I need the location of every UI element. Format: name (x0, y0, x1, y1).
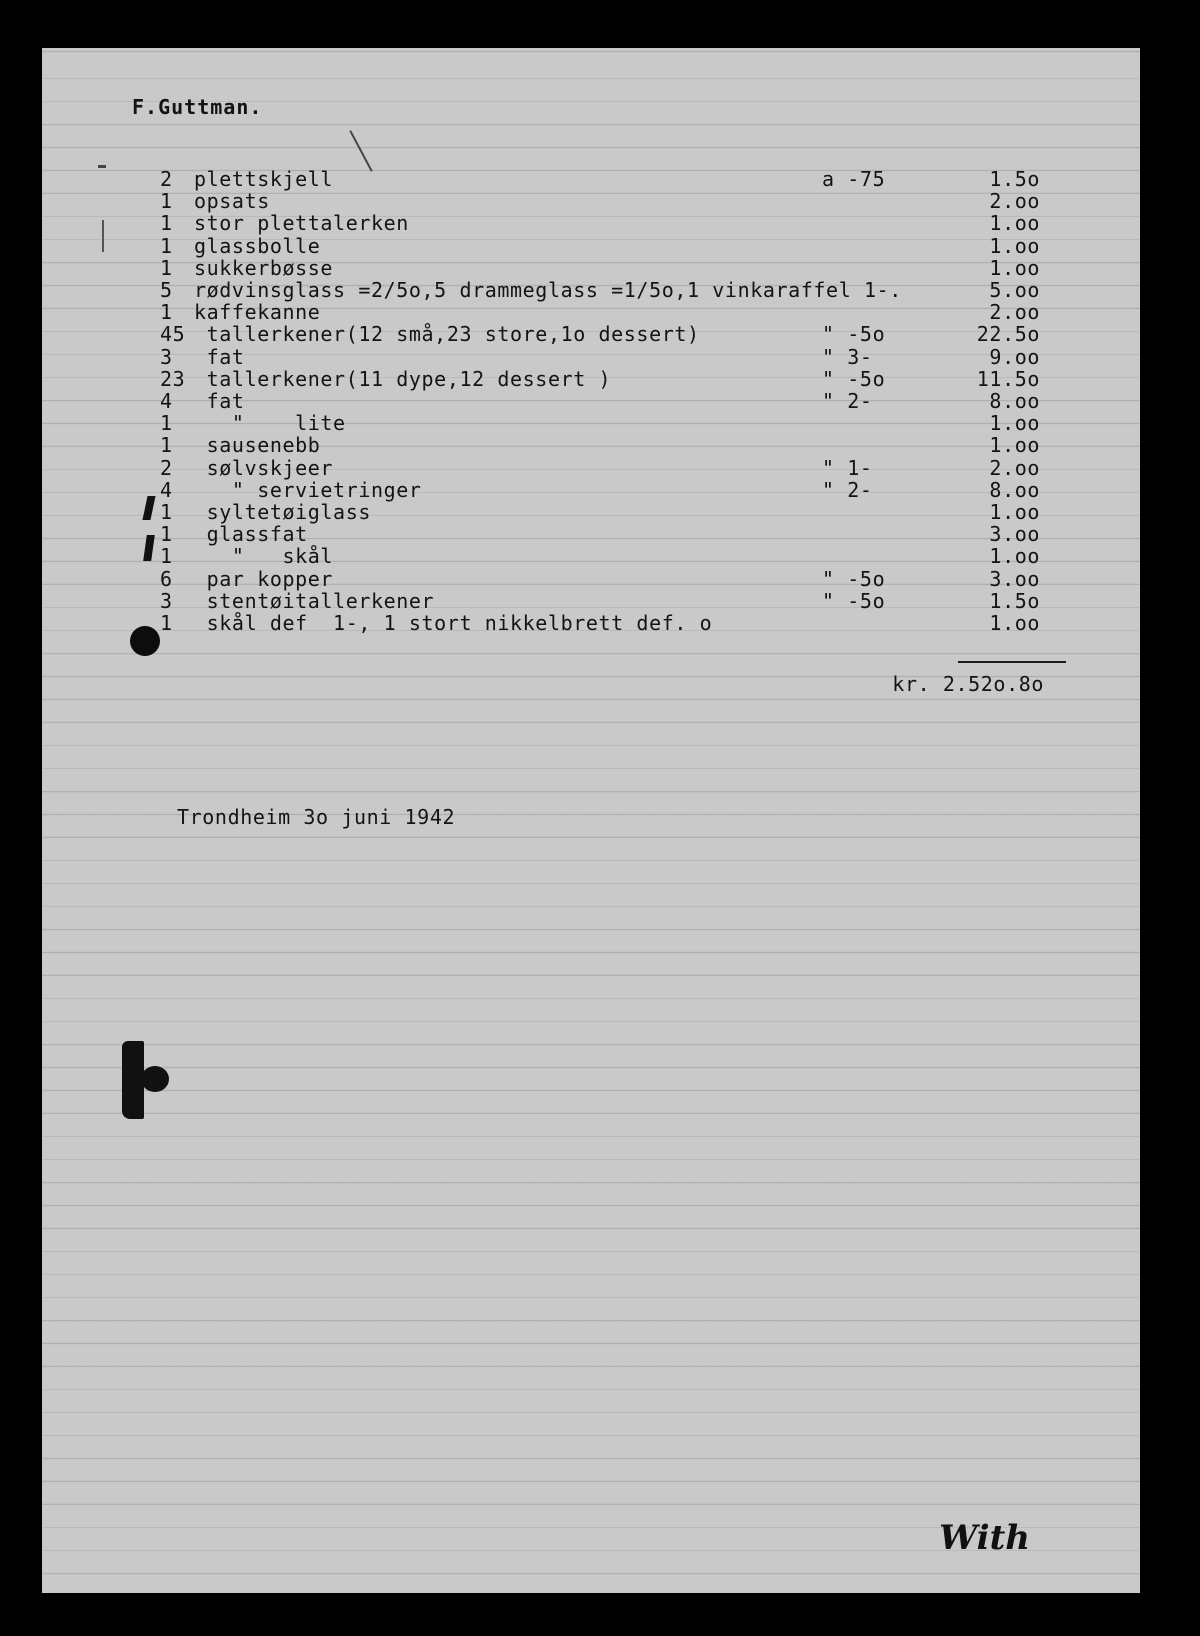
item-amount: 2.oo (989, 455, 1040, 480)
item-unit-price: a -75 (822, 167, 886, 191)
paper-clip-icon (141, 1066, 169, 1092)
item-row (42, 412, 1140, 435)
item-row (42, 301, 1140, 324)
item-quantity: 4 (160, 389, 173, 413)
item-amount: 1.oo (989, 433, 1040, 458)
item-quantity: 1 (160, 189, 173, 214)
item-quantity: 1 (160, 211, 173, 236)
item-amount: 1.oo (989, 233, 1040, 258)
item-row (42, 212, 1140, 235)
item-amount: 3.oo (989, 522, 1040, 547)
item-amount: 1.oo (989, 411, 1040, 436)
item-quantity: 2 (160, 455, 173, 480)
item-description: " skål (194, 544, 334, 569)
item-quantity: 23 (160, 366, 186, 391)
item-amount: 2.oo (989, 300, 1040, 325)
total-amount: kr. 2.52o.8o (892, 672, 1044, 696)
item-description: tallerkener(12 små,23 store,1o dessert) (194, 322, 700, 347)
item-amount: 11.5o (976, 366, 1040, 391)
item-unit-price: " -5o (822, 322, 886, 347)
item-row (42, 590, 1140, 613)
item-amount: 1.oo (989, 500, 1040, 524)
item-row (42, 457, 1140, 480)
item-quantity: 1 (160, 255, 173, 280)
item-description: " servietringer (194, 477, 422, 502)
item-quantity: 1 (160, 500, 173, 524)
item-quantity: 1 (160, 522, 173, 547)
item-description: stentøitallerkener (194, 588, 435, 613)
item-description: kaffekanne (194, 300, 321, 325)
item-amount: 22.5o (976, 322, 1040, 347)
item-quantity: 3 (160, 588, 173, 613)
item-amount: 2.oo (989, 189, 1040, 214)
item-description: skål def 1-, 1 stort nikkelbrett def. o (194, 611, 713, 635)
item-unit-price: " 3- (822, 344, 873, 369)
item-amount: 5.oo (989, 278, 1040, 302)
item-quantity: 1 (160, 433, 173, 458)
item-row (42, 368, 1140, 391)
item-row (42, 390, 1140, 413)
item-amount: 1.oo (989, 255, 1040, 280)
item-quantity: 3 (160, 344, 173, 369)
item-quantity: 2 (160, 167, 173, 191)
item-amount: 8.oo (989, 477, 1040, 502)
item-unit-price: " -5o (822, 566, 886, 591)
item-amount: 3.oo (989, 566, 1040, 591)
item-amount: 1.oo (989, 611, 1040, 635)
signature: With (939, 1518, 1030, 1558)
item-description: fat (194, 344, 245, 369)
item-amount: 9.oo (989, 344, 1040, 369)
item-description: sausenebb (194, 433, 321, 458)
item-row (42, 346, 1140, 369)
item-description: plettskjell (194, 167, 334, 191)
pen-stroke (349, 130, 372, 172)
item-description: " lite (194, 411, 346, 436)
item-quantity: 1 (160, 544, 173, 569)
item-description: sølvskjeer (194, 455, 334, 480)
punch-hole-icon (130, 626, 160, 656)
item-description: rødvinsglass =2/5o,5 drammeglass =1/5o,1 vinkaraffel 1-. (194, 278, 902, 302)
item-description: fat (194, 389, 245, 413)
item-row (42, 479, 1140, 502)
item-description: tallerkener(11 dype,12 dessert ) (194, 366, 612, 391)
item-quantity: 6 (160, 566, 173, 591)
item-row (42, 190, 1140, 213)
item-row (42, 323, 1140, 346)
item-description: sukkerbøsse (194, 255, 334, 280)
item-description: syltetøiglass (194, 500, 371, 524)
item-unit-price: " 1- (822, 455, 873, 480)
item-row (42, 612, 1140, 635)
item-row (42, 523, 1140, 546)
item-amount: 8.oo (989, 389, 1040, 413)
item-quantity: 1 (160, 300, 173, 325)
item-description: stor plettalerken (194, 211, 409, 236)
item-row (42, 279, 1140, 302)
place-date: Trondheim 3o juni 1942 (177, 805, 456, 829)
item-row (42, 545, 1140, 568)
item-unit-price: " -5o (822, 588, 886, 613)
item-row (42, 235, 1140, 258)
item-unit-price: " 2- (822, 477, 873, 502)
item-description: par kopper (194, 566, 334, 591)
item-row (42, 568, 1140, 591)
item-amount: 1.5o (989, 167, 1040, 191)
item-row (42, 257, 1140, 280)
item-description: glassfat (194, 522, 308, 547)
item-quantity: 1 (160, 233, 173, 258)
item-quantity: 45 (160, 322, 186, 347)
item-description: opsats (194, 189, 270, 214)
item-row (42, 501, 1140, 524)
item-row (42, 434, 1140, 457)
sum-rule (958, 661, 1066, 663)
item-unit-price: " 2- (822, 389, 873, 413)
item-row (42, 168, 1140, 191)
document-page (42, 48, 1140, 1593)
item-description: glassbolle (194, 233, 321, 258)
item-quantity: 1 (160, 411, 173, 436)
document-heading: F.Guttman. (132, 95, 263, 119)
item-amount: 1.5o (989, 588, 1040, 613)
item-unit-price: " -5o (822, 366, 886, 391)
item-quantity: 1 (160, 611, 173, 635)
item-amount: 1.oo (989, 544, 1040, 569)
item-amount: 1.oo (989, 211, 1040, 236)
item-quantity: 5 (160, 278, 173, 302)
item-quantity: 4 (160, 477, 173, 502)
